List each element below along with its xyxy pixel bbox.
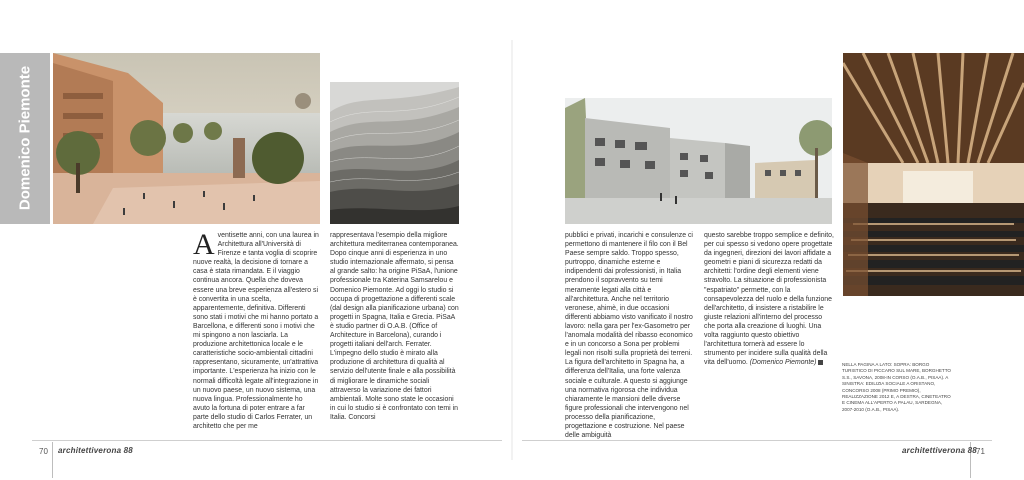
theater-interior-image bbox=[843, 53, 1024, 296]
left-column-1 bbox=[193, 228, 321, 431]
left-page-number: 70 bbox=[39, 447, 48, 456]
left-column-2 bbox=[330, 231, 460, 422]
left-footer-divider bbox=[52, 442, 53, 478]
left-footer-rule bbox=[32, 440, 502, 441]
image-caption: NELLA PAGINA A LATO: SOPRA: BORGO TURISTICO DI PICCARO SUL MARE, BORGHETTO S.S., SAVONA, 2008-IN CORSO (O.A.B., PISAA). A SINISTRA: EDILIZIA SOCIALE A ORISTANO, CONCORSO 2008 (PRIMO PREMIO), REALIZZAZIONE 2012 E, A DESTRA, CINETEATRO E CINEMA ALL'APERTO A PALAU, SARDEGNA, 2007-2010 (O.A.B., PISAA). bbox=[842, 362, 951, 412]
right-magazine-name: architettiverona 88 bbox=[902, 446, 977, 455]
end-of-article-mark bbox=[818, 360, 823, 365]
right-column-1 bbox=[565, 231, 697, 440]
left-column-1-text: ventisette anni, con una laurea in Architettura all'Università di Firenze e tanta voglia di scoprire nuove realtà, la decisione di tornare a casa è stata rimandata. E il viaggio continua ancora. Quella che doveva essere una breve esperienza all'estero si è convertita in una scelta, apparentemente, definitiva. Differenti sono stati i motivi che mi hanno portato a Barcellona, e differenti sono i motivi che mi spingono a non lasciarla. La produzione architettonica locale e le caratteristiche socio-ambientali cittadini rappresentano, sicuramente, un'attrattiva importante. L'esperienza ha inizio con le normali difficoltà legate all'integrazione in un nuovo paese, un nuovo sistema, una nuova lingua. Professionalmente ho avuto la fortuna di poter entrare a far parte dello studio di Carlos Ferrater, un architetto che per me bbox=[193, 232, 319, 430]
right-footer-rule bbox=[522, 440, 992, 441]
left-column-2-text: rappresentava l'esempio della migliore architettura mediterranea contemporanea. Dopo cinque anni di esperienza in uno studio internazionale affermato, si pensa al grande salto: ha origine PiSaA, l'unione professionale tra Katerina Samsarelou e Domenico Piemonte. Ad oggi lo studio si occupa di progettazione a differenti scale (dal design alla pianificazione urbana) con progetti in Spagna, Italia e Grecia. PiSaA è studio partner di O.A.B. (Office of Architecture in Barcelona), curando i progetti italiani dell'arch. Ferrater. L'impegno dello studio è mirato alla produzione di architettura di qualità al servizio dell'utente finale e alla possibilità di migliorare le dinamiche sociali attraverso la variazione dei fattori ambientali. Molte sono state le occasioni in cui lo studio si è confrontato con temi in Italia. Concorsi bbox=[330, 232, 459, 421]
village-rendering-image bbox=[53, 53, 320, 224]
side-tab-author: Domenico Piemonte bbox=[16, 65, 34, 211]
right-page-number: 71 bbox=[976, 447, 985, 456]
right-column-2 bbox=[704, 231, 834, 367]
topographic-model-image bbox=[330, 82, 459, 224]
social-housing-image bbox=[565, 98, 832, 224]
page-gutter bbox=[511, 40, 513, 460]
left-magazine-name: architettiverona 88 bbox=[58, 446, 133, 455]
author-signature: (Domenico Piemonte) bbox=[749, 359, 817, 367]
right-column-2-text: questo sarebbe troppo semplice e definito, per cui spesso si vedono opere progettate da ingegneri, direzioni dei lavori affidate a geometri e piani di sicurezza redatti da architetti: l'ordine degli elementi viene stravolto. La situazione di professionista "espatriato" permette, con la consapevolezza del ruolo e della funzione dell'architetto, di insistere a ristabilire le giuste relazioni all'interno del processo che porta alla creazione di luoghi. Una volta raggiunto questo obiettivo l'architettura tornerà ad essere lo strumento per incidere sulla qualità della vita dell'uomo. bbox=[704, 232, 834, 367]
dropcap: A bbox=[193, 228, 215, 261]
right-column-1-text: pubblici e privati, incarichi e consulenze ci permettono di mantenere il filo con il Bel Paese sempre saldo. Troppo spesso, purtroppo, dinamiche esterne e indipendenti dai professionisti, in Italia prendono il sopravvento su temi meramente legati alla città e all'architettura. Anche nel territorio veronese, ahimè, in due occasioni differenti abbiamo visto vanificato il nostro lavoro: nella gara per l'ex-Gasometro per l'anomala modalità del ribasso economico e in un concorso a Sona per problemi legali non risolti sulla proprietà dei terreni. La figura dell'architetto in Spagna ha, a differenza dell'Italia, una forte valenza sociale e culturale. A questo si aggiunge una normativa rigorosa che individua chiaramente le mansioni delle diverse figure professionali che intervengono nel processo della pianificazione, progettazione e costruzione. Nel paese delle ambiguità bbox=[565, 232, 693, 440]
side-tab bbox=[0, 53, 50, 224]
